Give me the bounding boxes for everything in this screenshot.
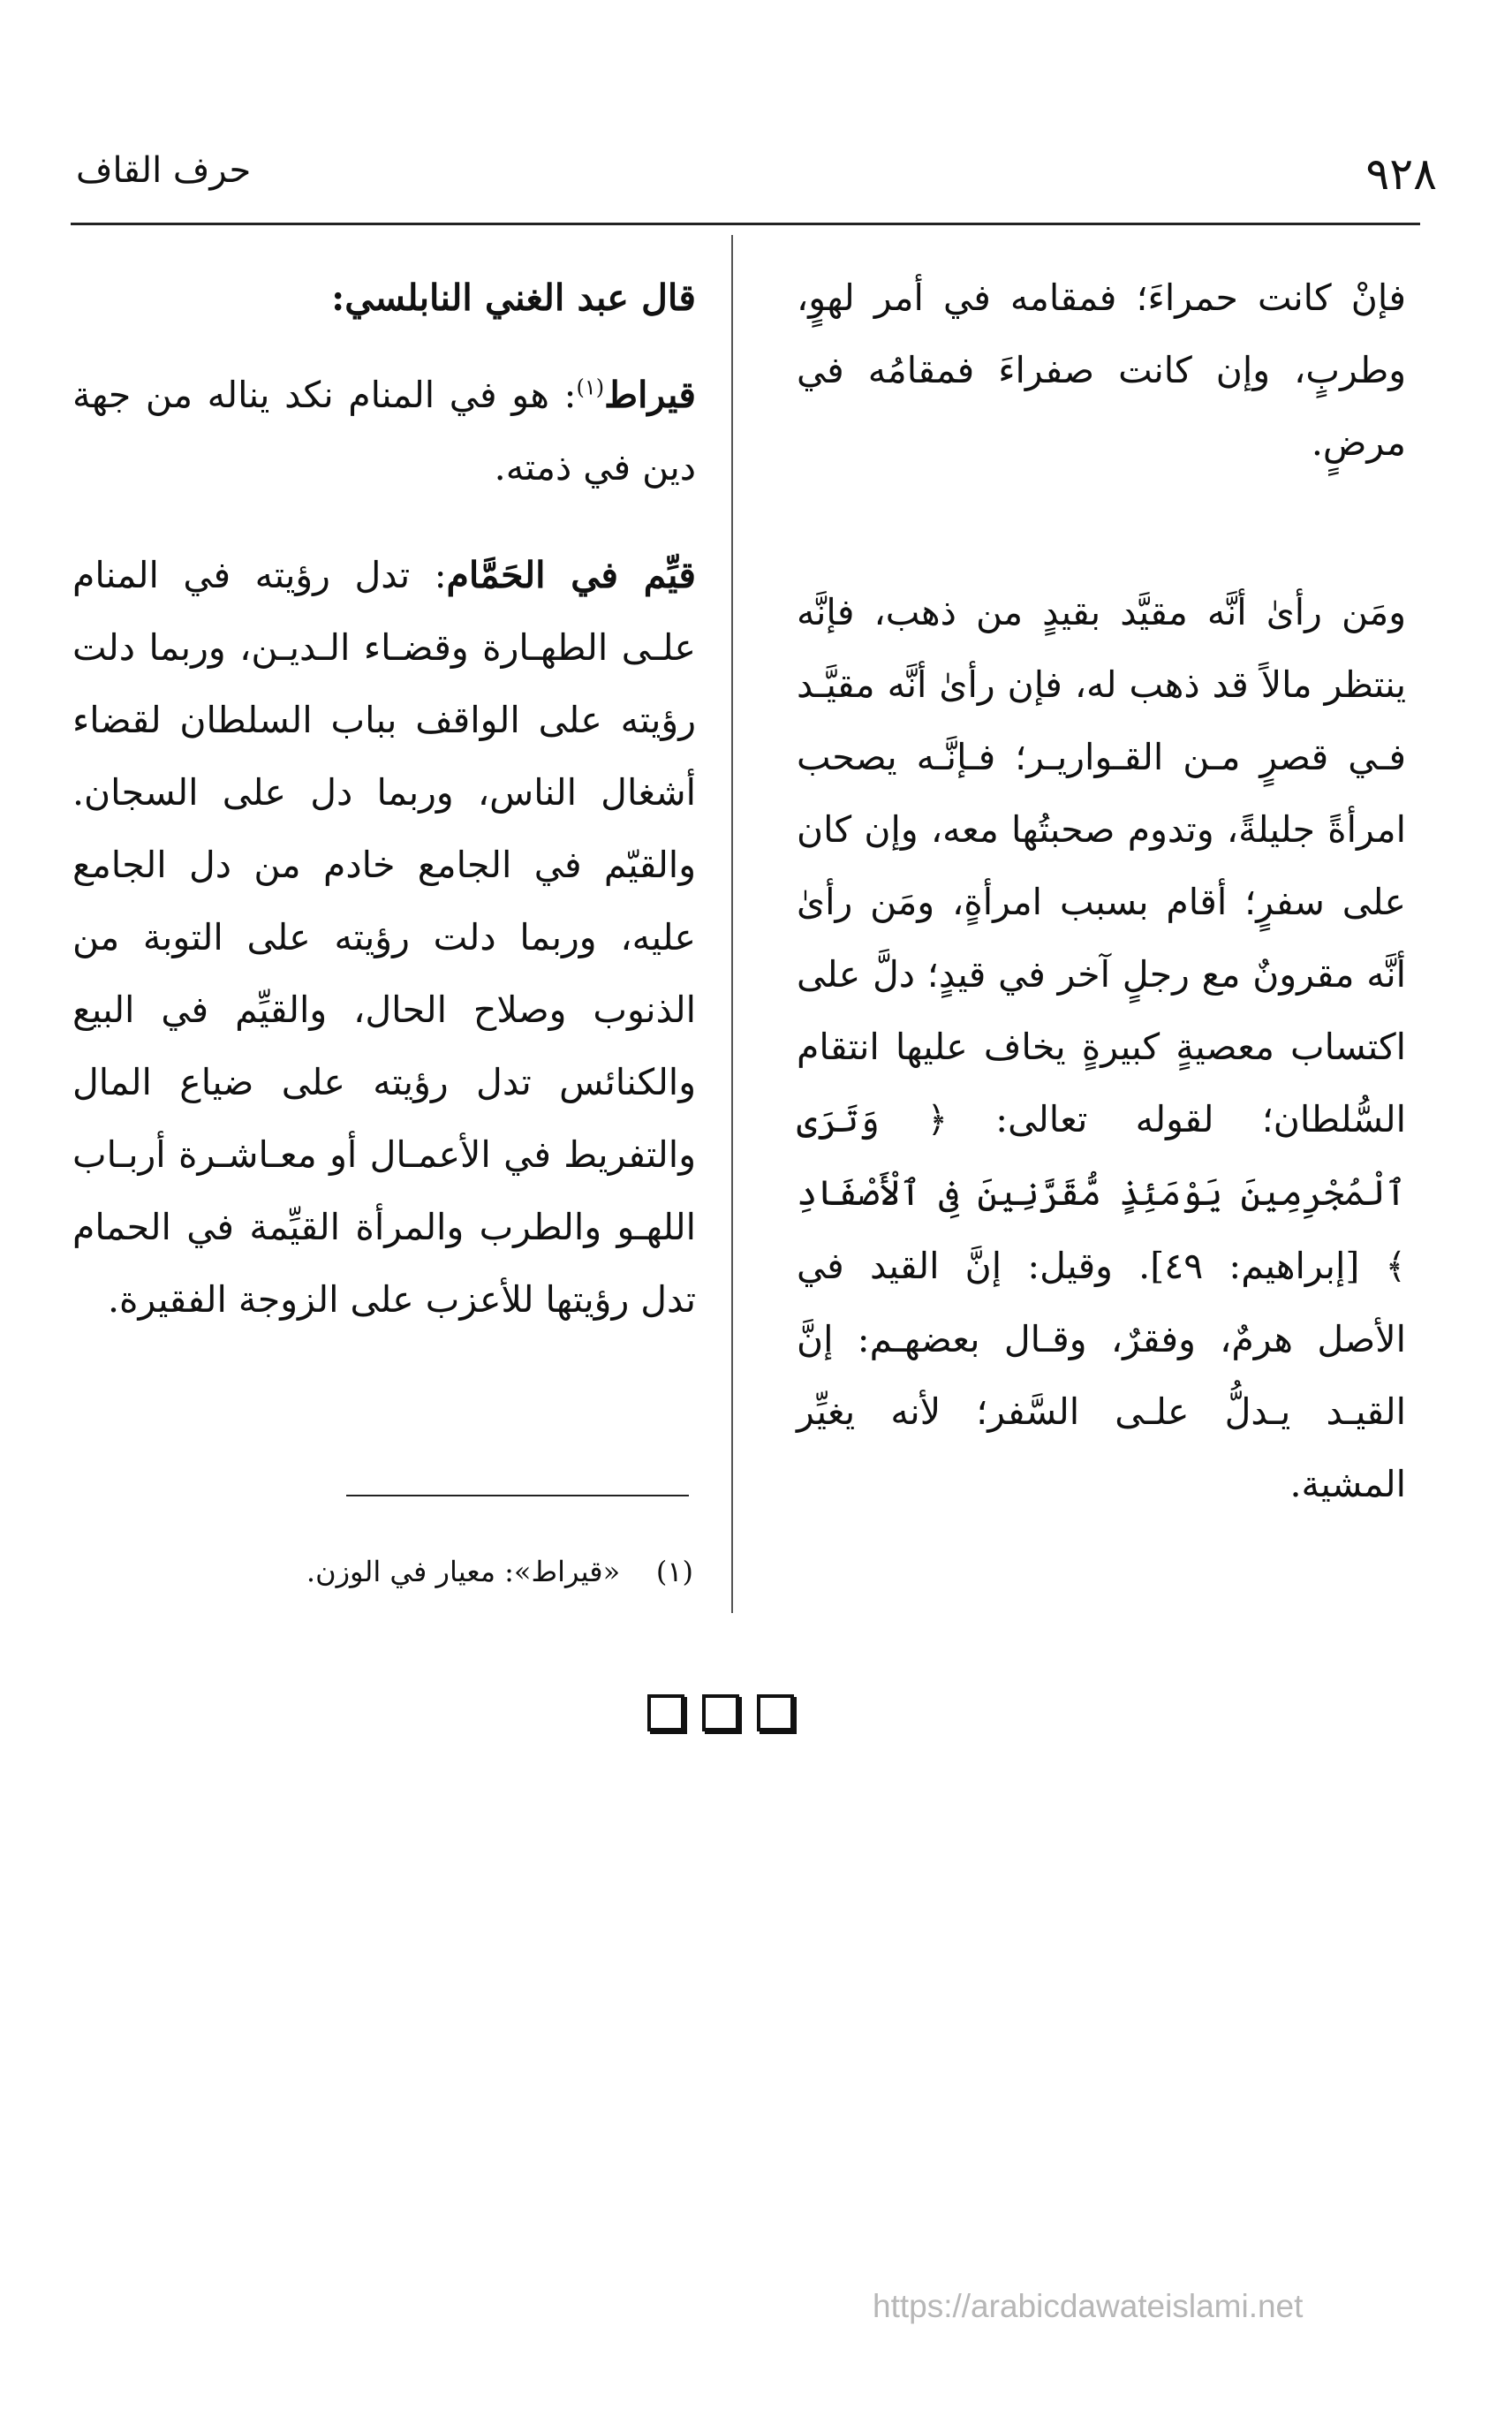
column-divider	[731, 235, 733, 1613]
quran-verse: ﴿ وَتَرَى ٱلْمُجْرِمِينَ يَوْمَئِذٍ مُّقَرَّنِينَ فِى ٱلْأَصْفَادِ ﴾	[797, 1100, 1406, 1287]
ornament-square-icon	[647, 1694, 684, 1731]
footnote	[177, 1555, 693, 1588]
paragraph-dye-colors: فإنْ كانت حمراءَ؛ فمقامه في أمر لهوٍ، وطربٍ، وإن كانت صفراءَ فمقامُه في مرضٍ.	[797, 276, 1406, 464]
footnote-marker: (١)	[655, 1555, 693, 1588]
entry-bath-attendant-text: : تدل رؤيته في المنام علـى الطهـارة وقضـاء الـديـن، وربما دلت رؤيته على الواقف بباب السلطان لقضاء أشغال الناس، وربما دل على السجان. والقيّم في الجامع خادم من دل الجامع عليه، وربما دلت رؤيته على التوبة من الذنوب وصلاح الحال، والقيِّم في البيع والكنائس تدل رؤيته على ضياع المال والتفريط في الأعمـال أو معـاشـرة أربـاب اللهـو والطرب والمرأة القيِّمة في الحمام تدل رؤيتها للأعزب على الزوجة الفقيرة.	[72, 554, 696, 1321]
watermark-url: https://arabicdawateislami.net	[873, 2288, 1304, 2324]
entry-bath-attendant-term: قيِّم في الحَمَّام	[446, 554, 697, 596]
entry-qirat-term: قيراط	[604, 374, 696, 416]
right-column	[797, 261, 1406, 1520]
footnote-marker-ref: (١)	[576, 375, 605, 400]
entry-bath-attendant	[72, 539, 696, 1336]
left-column	[72, 261, 696, 1336]
paragraph-shackle	[797, 576, 1406, 1520]
section-heading: قال عبد الغني النابلسي:	[331, 276, 696, 319]
chapter-title: حرف القاف	[76, 150, 252, 191]
entry-qirat	[72, 359, 696, 504]
quran-reference: [إبراهيم: ٤٩].	[1138, 1245, 1360, 1287]
shackle-text-part2: وقيل: إنَّ القيد في الأصل هرمٌ، وفقرٌ، وقـال بعضهـم: إنَّ القيـد يـدلُّ علـى السَّفر؛ لأنه يغيِّر المشية.	[797, 1245, 1406, 1505]
entry-qirat-text: : هو في المنام نكد يناله من جهة دين في ذمته.	[72, 374, 696, 489]
header-rule	[71, 223, 1420, 225]
page-number: ٩٢٨	[1365, 148, 1437, 200]
footnote-rule	[346, 1495, 689, 1496]
shackle-text-part1: ومَن رأىٰ أنَّه مقيَّد بقيدٍ من ذهب، فإنَّه ينتظر مالاً قد ذهب له، فإن رأىٰ أنَّه مقيَّـد فـي قصرٍ مـن القـواريـر؛ فـإنَّـه يصحب امرأةً جليلةً، وتدوم صحبتُها معه، وإن كان على سفرٍ؛ أقام بسبب امرأةٍ، ومَن رأىٰ أنَّه مقرونٌ مع رجلٍ آخر في قيدٍ؛ دلَّ على اكتساب معصيةٍ كبيرةٍ يخاف عليها انتقام السُّلطان؛ لقوله تعالى:	[797, 591, 1406, 1140]
ornament-square-icon	[757, 1694, 794, 1731]
footnote-text: «قيراط»: معيار في الوزن.	[306, 1555, 621, 1588]
ornament-square-icon	[702, 1694, 739, 1731]
section-end-ornament	[647, 1694, 794, 1731]
